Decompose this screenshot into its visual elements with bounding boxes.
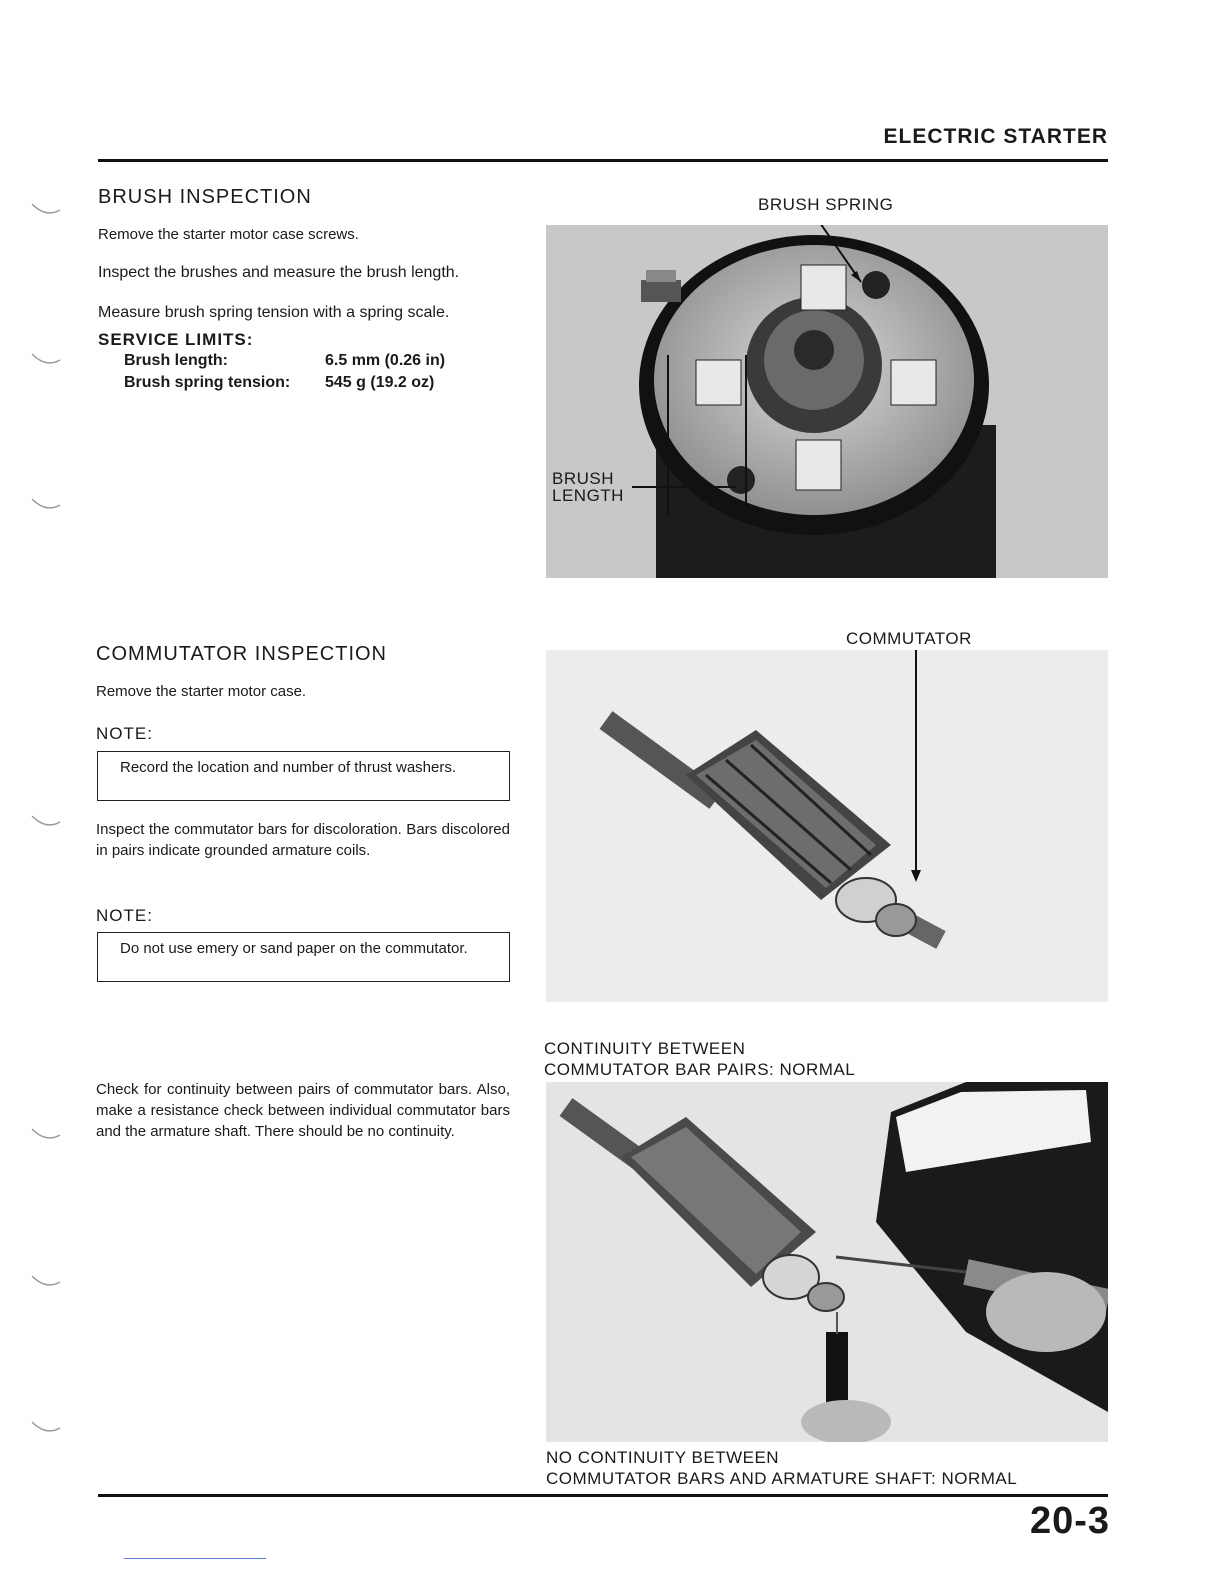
binding-mark xyxy=(30,1125,62,1141)
binding-mark xyxy=(30,350,62,366)
binding-mark xyxy=(30,1418,62,1434)
binding-mark xyxy=(30,495,62,511)
footer-rule xyxy=(98,1494,1108,1497)
commutator-step-1: Remove the starter motor case. xyxy=(96,683,307,700)
page-number: 20-3 xyxy=(1029,1500,1110,1542)
continuity-caption-bottom-line2: COMMUTATOR BARS AND ARMATURE SHAFT: NORMAL xyxy=(546,1469,1018,1488)
continuity-caption-top-line2: COMMUTATOR BAR PAIRS: NORMAL xyxy=(544,1060,856,1079)
brush-length-callout-line2: LENGTH xyxy=(552,486,624,505)
service-limit-row xyxy=(124,374,484,392)
armature-photo xyxy=(546,650,1108,1002)
limit-value: 6.5 mm (0.26 in) xyxy=(325,352,446,369)
note-box-emery: Do not use emery or sand paper on the commutator. xyxy=(97,932,510,982)
service-limit-row xyxy=(124,352,484,370)
brush-holder-photo xyxy=(546,225,1108,578)
service-limits-title: SERVICE LIMITS: xyxy=(98,330,254,349)
binding-mark xyxy=(30,1272,62,1288)
limit-value: 545 g (19.2 oz) xyxy=(325,374,435,391)
continuity-caption-top-line1: CONTINUITY BETWEEN xyxy=(544,1039,746,1058)
continuity-caption-bottom-line1: NO CONTINUITY BETWEEN xyxy=(546,1448,780,1467)
brush-spring-callout: BRUSH SPRING xyxy=(758,195,894,214)
binding-mark xyxy=(30,200,62,216)
note-label: NOTE: xyxy=(96,724,153,743)
brush-length-callout-line1: BRUSH xyxy=(552,469,615,488)
note-box-thrust-washers: Record the location and number of thrust washers. xyxy=(97,751,510,801)
continuity-test-photo xyxy=(546,1082,1108,1442)
brush-length-callout xyxy=(552,470,628,504)
brush-inspection-title: BRUSH INSPECTION xyxy=(98,186,312,208)
footer-mark xyxy=(124,1558,266,1559)
brush-step-2: Inspect the brushes and measure the brush length. xyxy=(98,264,460,281)
limit-label: Brush length: xyxy=(124,352,228,369)
commutator-callout: COMMUTATOR xyxy=(846,629,972,648)
brush-step-1: Remove the starter motor case screws. xyxy=(98,226,359,243)
continuity-instructions: Check for continuity between pairs of commutator bars. Also, make a resistance check between individual commutator bars and the armature shaft. There should be no continuity. xyxy=(96,1081,510,1140)
brush-step-3: Measure brush spring tension with a spring scale. xyxy=(98,304,450,321)
header-rule xyxy=(98,159,1108,162)
binding-mark xyxy=(30,812,62,828)
continuity-caption-top xyxy=(544,1038,855,1080)
commutator-step-2: Inspect the commutator bars for discoloration. Bars discolored in pairs indicate grounded armature coils. xyxy=(96,821,510,859)
continuity-caption-bottom xyxy=(546,1447,1017,1489)
section-header: ELECTRIC STARTER xyxy=(883,125,1108,148)
limit-label: Brush spring tension: xyxy=(124,374,291,391)
commutator-inspection-title: COMMUTATOR INSPECTION xyxy=(96,643,387,665)
note-label: NOTE: xyxy=(96,906,153,925)
